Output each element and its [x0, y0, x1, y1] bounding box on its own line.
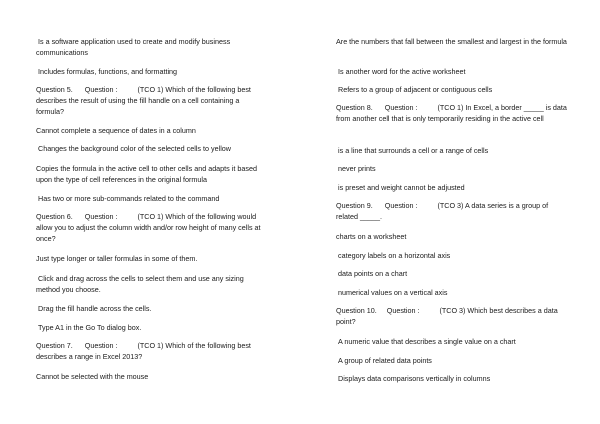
answer-option: Copies the formula in the active cell to other cells and adapts it based upon the type of cell references in the original formula [36, 164, 259, 184]
answer-option: Are the numbers that fall between the smallest and largest in the formula [336, 37, 567, 46]
answer-option: charts on a worksheet [336, 232, 407, 241]
answer-option: A group of related data points [336, 356, 432, 365]
answer-option: Type A1 in the Go To dialog box. [36, 323, 142, 332]
answer-option: never prints [336, 164, 376, 173]
answer-option: Is a software application used to create and modify business communications [36, 37, 233, 57]
answer-option: Changes the background color of the selected cells to yellow [36, 144, 231, 153]
question-7: Question 7. Question : (TCO 1) Which of the following best describes a range in Excel 2013? [36, 341, 253, 361]
answer-option: Includes formulas, functions, and formatting [36, 67, 178, 76]
answer-option: is preset and weight cannot be adjusted [336, 183, 465, 192]
question-9: Question 9. Question : (TCO 3) A data series is a group of related _____. [336, 201, 551, 221]
question-8: Question 8. Question : (TCO 1) In Excel, a border _____ is data from another cell that is only temporarily residing in the active cell [336, 103, 569, 123]
answer-option: data points on a chart [336, 269, 408, 278]
answer-option: is a line that surrounds a cell or a range of cells [336, 146, 489, 155]
answer-option: Click and drag across the cells to select them and use any sizing method you choose. [36, 274, 246, 294]
answer-option: Displays data comparisons vertically in columns [336, 374, 491, 383]
answer-option: numerical values on a vertical axis [336, 288, 448, 297]
question-10: Question 10. Question : (TCO 3) Which best describes a data point? [336, 306, 560, 326]
answer-option: Has two or more sub-commands related to the command [36, 194, 220, 203]
question-5: Question 5. Question : (TCO 1) Which of the following best describes the result of using the fill handle on a cell containing a formula? [36, 85, 253, 116]
answer-option: Is another word for the active worksheet [336, 67, 466, 76]
answer-option: Drag the fill handle across the cells. [36, 304, 152, 313]
answer-option: Refers to a group of adjacent or contiguous cells [336, 85, 493, 94]
question-6: Question 6. Question : (TCO 1) Which of the following would allow you to adjust the column width and/or row height of many cells at once? [36, 212, 263, 243]
answer-option: A numeric value that describes a single value on a chart [336, 337, 516, 346]
answer-option: Cannot be selected with the mouse [36, 372, 149, 381]
answer-option: Just type longer or taller formulas in some of them. [36, 254, 198, 263]
answer-option: Cannot complete a sequence of dates in a column [36, 126, 196, 135]
answer-option: category labels on a horizontal axis [336, 251, 451, 260]
